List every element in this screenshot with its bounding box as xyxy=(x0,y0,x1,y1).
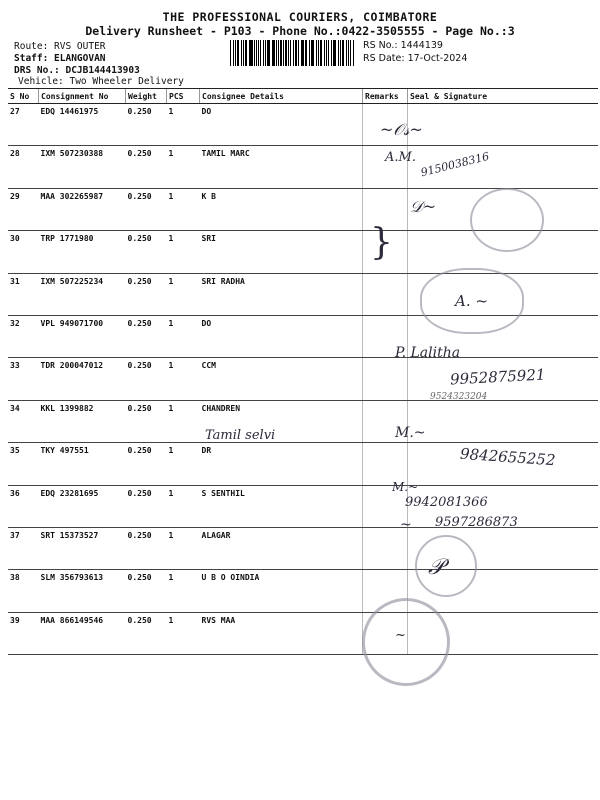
cell-consignee: ALAGAR xyxy=(200,527,363,569)
barcode-bar xyxy=(249,40,250,66)
cell-pcs: 1 xyxy=(167,315,200,357)
barcode-bar xyxy=(243,40,244,66)
cell-remarks xyxy=(363,443,408,485)
phone-36: 9942081366 xyxy=(405,495,488,510)
cell-sno: 30 xyxy=(8,231,39,273)
barcode-bar xyxy=(235,40,236,66)
cell-consignment: TRP 1771980 xyxy=(39,231,126,273)
col-remarks: Remarks xyxy=(363,89,408,104)
phone-33: 9952875921 xyxy=(449,365,546,389)
barcode-bar xyxy=(302,40,304,66)
col-weight: Weight xyxy=(126,89,167,104)
col-consignment: Consignment No xyxy=(39,89,126,104)
branch-stamp xyxy=(470,188,544,252)
cell-weight: 0.250 xyxy=(126,612,167,654)
cell-sno: 35 xyxy=(8,443,39,485)
cell-consignee: SRI RADHA xyxy=(200,273,363,315)
runsheet-title: Delivery Runsheet - P103 - Phone No.:0422-3505555 - Page No.:3 xyxy=(85,24,515,38)
barcode-bar xyxy=(256,40,257,66)
barcode-bar xyxy=(273,40,274,66)
cell-pcs: 1 xyxy=(167,400,200,442)
barcode-bar xyxy=(250,40,252,66)
signature-37: ~ xyxy=(400,517,412,533)
cell-remarks xyxy=(363,358,408,400)
barcode-bar xyxy=(320,40,322,66)
cell-consignee: DO xyxy=(200,315,363,357)
cell-remarks xyxy=(363,273,408,315)
cell-pcs: 1 xyxy=(167,612,200,654)
cell-consignee: DO xyxy=(200,104,363,146)
cell-weight: 0.250 xyxy=(126,273,167,315)
barcode-bar xyxy=(267,40,269,66)
signature-28: A.M. xyxy=(385,150,416,165)
cell-sno: 38 xyxy=(8,570,39,612)
cell-pcs: 1 xyxy=(167,146,200,188)
signature-27: ~𝒪𝓈~ xyxy=(380,120,423,139)
cell-consignment: SRT 15373527 xyxy=(39,527,126,569)
cell-sno: 29 xyxy=(8,188,39,230)
staff-label: Staff: ELANGOVAN xyxy=(14,53,106,64)
barcode-bar xyxy=(326,40,327,66)
cell-sno: 31 xyxy=(8,273,39,315)
route-label: Route: RVS OUTER xyxy=(14,41,106,52)
cell-pcs: 1 xyxy=(167,570,200,612)
cell-sno: 33 xyxy=(8,358,39,400)
barcode-bar xyxy=(233,40,234,66)
cell-consignment: VPL 949071700 xyxy=(39,315,126,357)
name-33: P. Lalitha xyxy=(395,345,461,361)
barcode-bar xyxy=(258,40,259,66)
institution-stamp xyxy=(362,598,450,686)
round-stamp xyxy=(415,535,477,597)
cell-sno: 36 xyxy=(8,485,39,527)
col-pcs: PCS xyxy=(167,89,200,104)
phone-37: 9597286873 xyxy=(435,515,518,530)
cell-consignee: DR xyxy=(200,443,363,485)
cell-pcs: 1 xyxy=(167,231,200,273)
barcode-bar xyxy=(285,40,287,66)
barcode-bar xyxy=(290,40,291,66)
barcode-bar xyxy=(353,40,354,66)
cell-sno: 28 xyxy=(8,146,39,188)
name-35: Tamil selvi xyxy=(205,428,276,443)
table-row xyxy=(8,612,598,654)
cell-consignment: EDQ 23281695 xyxy=(39,485,126,527)
col-signature: Seal & Signature xyxy=(408,89,599,104)
rs-date: RS Date: 17-Oct-2024 xyxy=(363,53,468,64)
barcode-bar xyxy=(328,40,329,66)
barcode-bar xyxy=(324,40,325,66)
barcode-bar xyxy=(316,40,317,66)
cell-pcs: 1 xyxy=(167,188,200,230)
barcode-bar xyxy=(305,40,306,66)
cell-consignee: TAMIL MARC xyxy=(200,146,363,188)
cell-consignee: CCM xyxy=(200,358,363,400)
barcode-bar xyxy=(293,40,294,66)
cell-consignment: IXM 507230388 xyxy=(39,146,126,188)
phone-28: 9150038316 xyxy=(419,149,491,180)
cell-consignment: SLM 356793613 xyxy=(39,570,126,612)
barcode-bar xyxy=(230,40,231,66)
signature-39: ~ xyxy=(395,628,406,643)
col-sno: S No xyxy=(8,89,39,104)
table-row xyxy=(8,400,598,442)
cell-sno: 39 xyxy=(8,612,39,654)
signature-35: M.~ xyxy=(395,425,426,441)
cell-consignment: TDR 200047012 xyxy=(39,358,126,400)
cell-pcs: 1 xyxy=(167,527,200,569)
table-row xyxy=(8,527,598,569)
barcode-bar xyxy=(338,40,339,66)
cell-signature xyxy=(408,104,599,146)
barcode-bar xyxy=(237,40,239,66)
cell-consignee: U B O OINDIA xyxy=(200,570,363,612)
table-row xyxy=(8,146,598,188)
cell-weight: 0.250 xyxy=(126,104,167,146)
barcode-bar xyxy=(254,40,255,66)
barcode-bar xyxy=(350,40,351,66)
cell-consignment: MAA 866149546 xyxy=(39,612,126,654)
cell-pcs: 1 xyxy=(167,273,200,315)
cell-signature xyxy=(408,400,599,442)
cell-consignee: K B xyxy=(200,188,363,230)
barcode-bar xyxy=(333,40,334,66)
barcode-bar xyxy=(295,40,296,66)
barcode-bar xyxy=(301,40,302,66)
cell-weight: 0.250 xyxy=(126,231,167,273)
cell-weight: 0.250 xyxy=(126,485,167,527)
cell-pcs: 1 xyxy=(167,358,200,400)
barcode-bar xyxy=(340,40,341,66)
drs-number: DRS No.: DCJB144413903 xyxy=(14,65,140,76)
barcode xyxy=(230,40,355,66)
barcode-bar xyxy=(318,40,319,66)
cell-weight: 0.250 xyxy=(126,146,167,188)
barcode-bar xyxy=(348,40,349,66)
barcode-bar xyxy=(331,40,332,66)
table-row xyxy=(8,104,598,146)
cell-consignment: KKL 1399882 xyxy=(39,400,126,442)
barcode-bar xyxy=(263,40,264,66)
signature-36: M.~ xyxy=(392,480,419,494)
barcode-bar xyxy=(342,40,344,66)
barcode-bar xyxy=(260,40,261,66)
cell-consignee: CHANDREN xyxy=(200,400,363,442)
cell-consignee: S SENTHIL xyxy=(200,485,363,527)
cell-weight: 0.250 xyxy=(126,443,167,485)
barcode-bar xyxy=(278,40,279,66)
bracket-mark: } xyxy=(370,222,393,263)
phone-35: 9842655252 xyxy=(459,444,556,470)
barcode-bar xyxy=(309,40,310,66)
barcode-bar xyxy=(272,40,273,66)
cell-consignment: IXM 507225234 xyxy=(39,273,126,315)
rs-number: RS No.: 1444139 xyxy=(363,40,443,51)
cell-pcs: 1 xyxy=(167,485,200,527)
barcode-bar xyxy=(298,40,299,66)
signature-31: A. ~ xyxy=(455,292,488,310)
cell-weight: 0.250 xyxy=(126,188,167,230)
cell-weight: 0.250 xyxy=(126,358,167,400)
barcode-bar xyxy=(265,40,266,66)
table-header-row xyxy=(8,89,598,104)
cell-pcs: 1 xyxy=(167,104,200,146)
barcode-bar xyxy=(245,40,246,66)
rs-info xyxy=(363,39,467,65)
table-row xyxy=(8,570,598,612)
phone-34: 9524323204 xyxy=(430,392,488,402)
company-title: THE PROFESSIONAL COURIERS, COIMBATORE xyxy=(162,10,438,24)
col-consignee: Consignee Details xyxy=(200,89,363,104)
barcode-bar xyxy=(312,40,313,66)
cell-pcs: 1 xyxy=(167,443,200,485)
signature-29: 𝒟~ xyxy=(410,197,437,216)
cell-consignee: SRI xyxy=(200,231,363,273)
barcode-bar xyxy=(241,40,242,66)
barcode-bar xyxy=(311,40,312,66)
cell-weight: 0.250 xyxy=(126,315,167,357)
barcode-bar xyxy=(288,40,289,66)
cell-sno: 37 xyxy=(8,527,39,569)
cell-consignment: TKY 497551 xyxy=(39,443,126,485)
cell-sno: 27 xyxy=(8,104,39,146)
barcode-bar xyxy=(346,40,347,66)
cell-weight: 0.250 xyxy=(126,527,167,569)
vehicle-label: Vehicle: Two Wheeler Delivery xyxy=(18,76,184,87)
signature-38: 𝒫 xyxy=(428,555,444,580)
barcode-bar xyxy=(334,40,335,66)
barcode-bar xyxy=(283,40,284,66)
cell-sno: 34 xyxy=(8,400,39,442)
cell-consignment: EDQ 14461975 xyxy=(39,104,126,146)
barcode-bar xyxy=(276,40,277,66)
cell-weight: 0.250 xyxy=(126,400,167,442)
cell-consignment: MAA 302265987 xyxy=(39,188,126,230)
cell-remarks xyxy=(363,527,408,569)
cell-consignee: RVS MAA xyxy=(200,612,363,654)
barcode-bar xyxy=(280,40,281,66)
cell-sno: 32 xyxy=(8,315,39,357)
cell-weight: 0.250 xyxy=(126,570,167,612)
